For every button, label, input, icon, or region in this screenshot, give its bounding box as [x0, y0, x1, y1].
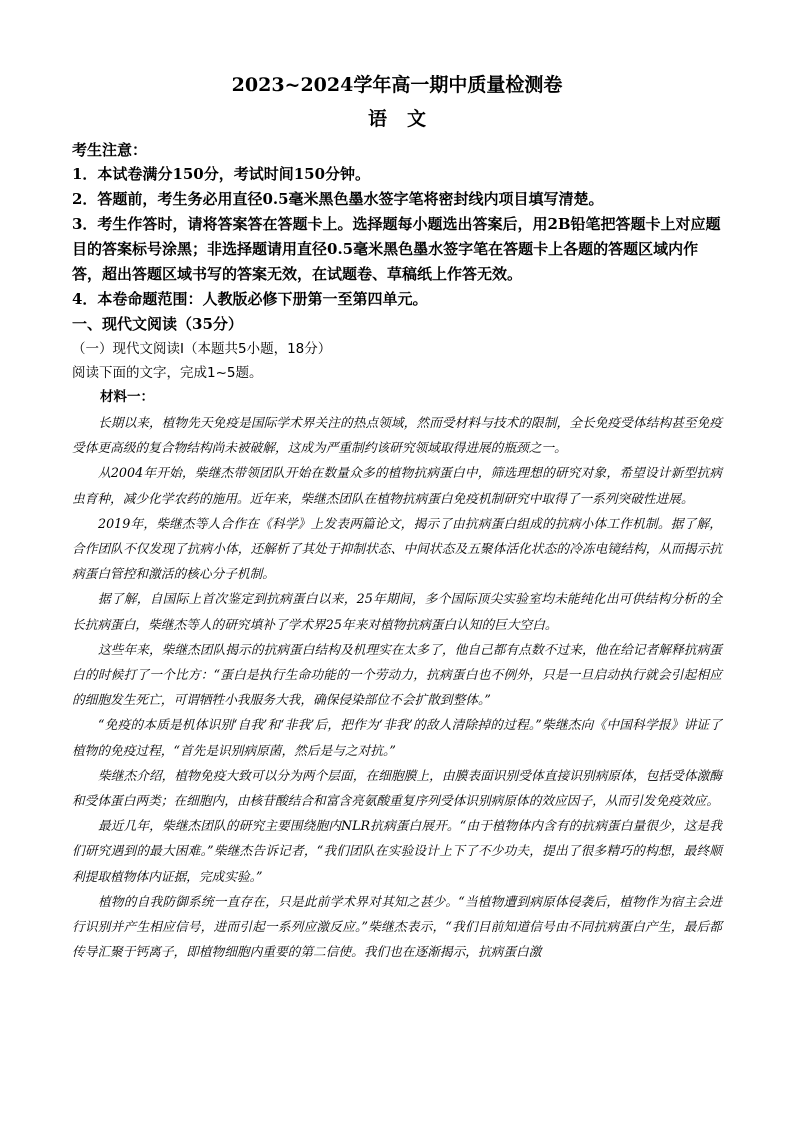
notice-item: 3．考生作答时，请将答案答在答题卡上。选择题每小题选出答案后，用2B铅笔把答题卡上对应题目的答案标号涂黑；非选择题请用直径0.5毫米黑色墨水签字笔在答题卡上各题的答题区域内作答，超出答题区域书写的答案无效，在试题卷、草稿纸上作答无效。	[72, 215, 721, 283]
material-paragraph: 2019年，柴继杰等人合作在《科学》上发表两篇论文，揭示了由抗病蛋白组成的抗病小体工作机制。据了解，合作团队不仅发现了抗病小体，还解析了其处于抑制状态、中间状态及五聚体活化状态的冷冻电镜结构，从而揭示抗病蛋白管控和激活的核心分子机制。	[72, 515, 722, 582]
material-paragraph: 长期以来，植物先天免疫是国际学术界关注的热点领域，然而受材料与技术的限制，全长免疫受体结构甚至免疫受体更高级的复合物结构尚未被破解，这成为严重制约该研究领域取得进展的瓶颈之一。	[72, 415, 722, 456]
notice-heading: 考生注意：	[72, 141, 148, 159]
material-paragraph: 据了解，自国际上首次鉴定到抗病蛋白以来，25年期间，多个国际顶尖实验室均未能纯化出可供结构分析的全长抗病蛋白，柴继杰等人的研究填补了学术界25年来对植物抗病蛋白认知的巨大空白。	[72, 591, 722, 632]
notice-item: 4．本卷命题范围：人教版必修下册第一至第四单元。	[72, 290, 428, 308]
subsection-title: （一）现代文阅读Ⅰ（本题共5小题，18分）	[72, 341, 332, 357]
exam-title: 2023~2024学年高一期中质量检测卷	[231, 74, 563, 96]
reading-instruction: 阅读下面的文字，完成1~5题。	[72, 365, 263, 381]
subject-title: 语文	[367, 108, 446, 130]
material-paragraph: 最近几年，柴继杰团队的研究主要围绕胞内NLR抗病蛋白展开。“由于植物体内含有的抗病蛋白量很少，这是我们研究遇到的最大困难。”柴继杰告诉记者，“我们团队在实验设计上下了不少功夫，提出了很多精巧的构想，最终顺利提取植物体内证据，完成实验。”	[72, 818, 722, 884]
material-paragraph: 从2004年开始，柴继杰带领团队开始在数量众多的植物抗病蛋白中，筛选理想的研究对象，希望设计新型抗病虫育种，减少化学农药的施用。近年来，柴继杰团队在植物抗病蛋白免疫机制研究中取得了一系列突破性进展。	[72, 465, 722, 506]
material-label: 材料一：	[100, 389, 154, 405]
notice-item: 2．答题前，考生务必用直径0.5毫米黑色墨水签字笔将密封线内项目填写清楚。	[72, 190, 604, 208]
notice-item: 1．本试卷满分150分，考试时间150分钟。	[72, 165, 371, 183]
material-paragraph: 柴继杰介绍，植物免疫大致可以分为两个层面，在细胞膜上，由膜表面识别受体直接识别病原体，包括受体激酶和受体蛋白两类；在细胞内，由核苷酸结合和富含亮氨酸重复序列受体识别病原体的效应因子，从而引发免疫效应。	[72, 767, 722, 809]
material-paragraph: 植物的自我防御系统一直存在，只是此前学术界对其知之甚少。“当植物遭到病原体侵袭后，植物作为宿主会进行识别并产生相应信号，进而引起一系列应激反应。”柴继杰表示，“我们目前知道信号由不同抗病蛋白产生，最后都传导汇聚于钙离子，即植物细胞内重要的第二信使。我们也在逐渐揭示，抗病蛋白激	[72, 893, 722, 960]
material-block	[72, 385, 722, 964]
material-paragraph: 这些年来，柴继杰团队揭示的抗病蛋白结构及机理实在太多了，他自己都有点数不过来，他在给记者解释抗病蛋白的时候打了一个比方：“蛋白是执行生命功能的一个劳动力，抗病蛋白也不例外，只是一旦启动执行就会引起相应的细胞发生死亡，可谓牺牲小我服务大我，确保侵染部位不会扩散到整体。”	[72, 641, 722, 708]
notice-block	[72, 138, 722, 312]
section-title: 一、现代文阅读（35分）	[72, 315, 243, 333]
material-paragraph: “免疫的本质是机体识别‘自我’和‘非我’后，把作为‘非我’的敌人清除掉的过程。”柴继杰向《中国科学报》讲证了植物的免疫过程，“首先是识别病原菌，然后是与之对抗。”	[72, 717, 722, 758]
exam-page	[72, 70, 722, 964]
